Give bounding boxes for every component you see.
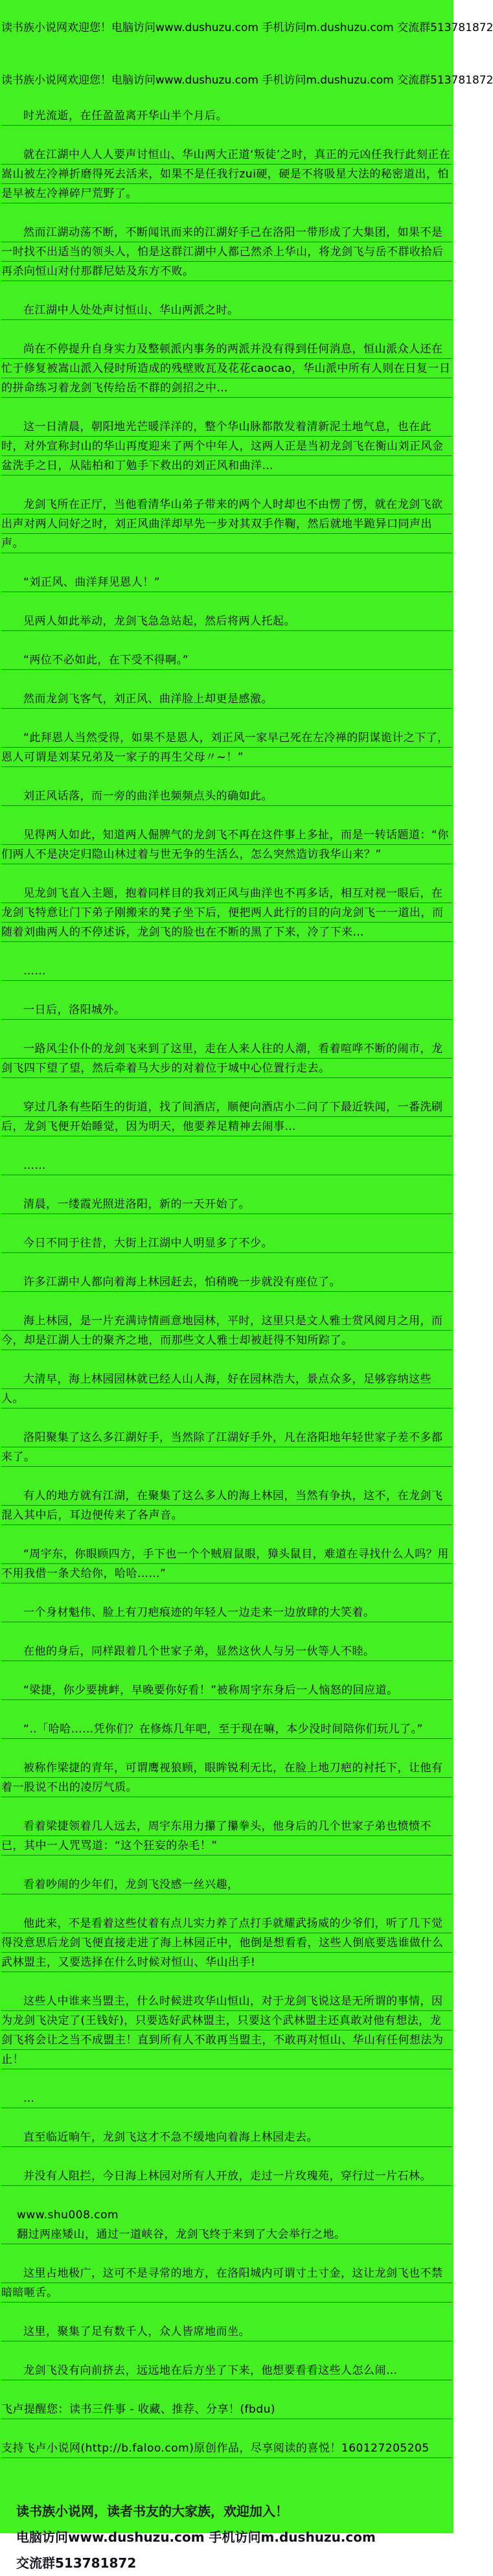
novel-paragraph: 刘正风话落，而一旁的曲洋也频频点头的确如此。 (1, 787, 452, 806)
novel-paragraph: 看着吵闹的少年们，龙剑飞没感一丝兴趣， (1, 1875, 452, 1894)
novel-paragraph: 见龙剑飞直入主题，抱着同样目的我刘正风与曲洋也不再多话，相互对视一眼后，在龙剑飞特意让门下弟子刚搬来的凳子坐下后，便把两人此行的目的向龙剑飞一一道出，而随着刘曲两人的不停述诉，龙剑飞的脸也在不断的黑了下来，冷了下来… (1, 884, 452, 942)
novel-paragraph: 大清早，海上林园园林就已经人山人海，好在园林浩大，景点众多，足够容纳这些人。 (1, 1370, 452, 1409)
novel-paragraph: 清晨，一缕霞光照进洛阳，新的一天开始了。 (1, 1195, 452, 1214)
novel-paragraph: 许多江湖中人都向着海上林园赶去，怕稍晚一步就没有座位了。 (1, 1272, 452, 1292)
site-banner-clipped (0, 74, 493, 87)
novel-paragraph: “两位不必如此，在下受不得啊。” (1, 650, 452, 670)
novel-paragraph: 被称作梁捷的青年，可谓鹰视狼顾，眼眸锐利无比，在脸上地刀疤的衬托下，让他有着一股说不出的凌厉气质。 (1, 1758, 452, 1797)
novel-paragraph: 他此来，不是看着这些仗着有点儿实力养了点打手就耀武扬威的少爷们，听了几下觉得没意思后龙剑飞便直接走进了海上林园正中，他倒是想看看，这些人倒底要选谁做什么武林盟主，又要选择在什么时候对恒山、华山出手! (1, 1914, 452, 1972)
novel-paragraph: 海上林园，是一片充满诗情画意地园林，平时，这里只是文人雅士赏风阅月之用，而今，却是江湖人士的聚齐之地，而那些文人雅士却被赶得不知所踪了。 (1, 1311, 452, 1350)
novel-paragraph: 就在江湖中人人人要声讨恒山、华山两大正道‘叛徒’之时，真正的元凶任我行此刻正在嵩山被左冷禅折磨得死去活来，如果不是任我行zui硬，硬是不将吸星大法的秘密道出，怕是早被左冷禅碎尸荒野了。 (1, 145, 452, 203)
novel-paragraph: …… (1, 961, 452, 981)
site-footer (0, 2498, 453, 2576)
site-banner-top: 读书族小说网欢迎您！电脑访问www.dushuzu.com 手机访问m.dushuzu.com 交流群513781872 (1, 21, 493, 34)
novel-paragraph: 见得两人如此，知道两人倔脾气的龙剑飞不再在这件事上多扯，而是一转话题道：“你们两人不是决定归隐山林过着与世无争的生活么，怎么突然造访我华山来？” (1, 825, 452, 864)
novel-paragraph: 龙剑飞没有向前挤去，远远地在后方坐了下来，他想要看看这些人怎么闹… (1, 2361, 452, 2380)
novel-paragraph: 支持飞卢小说网(http://b.faloo.com)原创作品，尽享阅读的喜悦！160127205205 (1, 2439, 452, 2458)
novel-paragraph: 时光流逝，在任盈盈离开华山半个月后。 (1, 106, 452, 126)
novel-paragraph: 尚在不停提升自身实力及整顿派内事务的两派并没有得到任何消息，恒山派众人还在忙于修复被嵩山派入侵时所造成的残壁败瓦及花花caocao，华山派中所有人则在日复一日的拼命练习着龙剑飞传给岳不群的剑招之中… (1, 339, 452, 398)
novel-content (0, 106, 453, 2458)
novel-paragraph: “刘正风、曲洋拜见恩人！” (1, 573, 452, 592)
footer-qq-group-line: 交流群513781872 (16, 2555, 137, 2571)
site-banner-clipped-text: 读书族小说网欢迎您！电脑访问www.dushuzu.com 手机访问m.dushuzu.com 交流群513781872 (1, 74, 493, 87)
novel-paragraph-line: 翻过两座矮山，通过一道峡谷，龙剑飞终于来到了大会举行之地。 (1, 2225, 452, 2244)
footer-urls-line: 电脑访问www.dushuzu.com 手机访问m.dushuzu.com (16, 2529, 376, 2545)
novel-paragraph: 然而江湖动荡不断，不断闻讯而来的江湖好手己在洛阳一带形成了大集团，如果不是一时找不出适当的领头人，怕是这群江湖中人都己然杀上华山，将龙剑飞与岳不群收拾后再杀向恒山对付那群尼姑及东方不败。 (1, 223, 452, 281)
novel-paragraph-line: www.shu008.com (17, 2209, 119, 2222)
novel-paragraph: 然而龙剑飞客气，刘正风、曲洋脸上却更是感激。 (1, 689, 452, 709)
novel-paragraph: 飞卢提醒您：读书三件事 - 收藏、推荐、分享！(fbdu) (1, 2400, 452, 2419)
novel-paragraph: 今日不同于往昔，大街上江湖中人明显多了不少。 (1, 1234, 452, 1253)
novel-paragraph (1, 2205, 452, 2244)
novel-paragraph: “梁捷，你少要挑衅，早晚要你好看！”被称周宇东身后一人恼怒的回应道。 (1, 1681, 452, 1700)
novel-paragraph: 一个身材魁伟、脸上有刀疤痕迹的年轻人一边走来一边放肆的大笑着。 (1, 1603, 452, 1622)
novel-paragraph: 并没有人阻拦，今日海上林园对所有人开放，走过一片玫瑰苑，穿行过一片石林。 (1, 2167, 452, 2186)
novel-paragraph: 穿过几条有些陌生的街道，找了间酒店，顺便向酒店小二问了下最近轶闻，一番洗刷后，龙剑飞便开始睡觉，因为明天，他要养足精神去闹事… (1, 1098, 452, 1136)
novel-paragraph: 这里占地极广，这可不是寻常的地方，在洛阳城内可谓寸土寸金，这让龙剑飞也不禁暗暗咂舌。 (1, 2264, 452, 2303)
novel-paragraph: 这一日清晨，朝阳地光芒暖洋洋的，整个华山脉都散发着清新泥土地气息，也在此时，对外宣称封山的华山再度迎来了两个中年人，这两人正是当初龙剑飞在衡山刘正风金盆洗手之日，从陆柏和丁勉手下救出的刘正风和曲洋… (1, 417, 452, 476)
novel-paragraph: “‥「哈哈……凭你们？在修炼几年吧，至于现在嘛，本少没时间陪你们玩儿了。” (1, 1719, 452, 1739)
novel-paragraph: “此拜恩人当然受得，如果不是恩人，刘正风一家早己死在左冷禅的阴谋诡计之下了，恩人可谓是刘某兄弟及一家子的再生父母〃~！” (1, 728, 452, 767)
novel-paragraph: 看着梁捷领着几人远去，周宇东用力攥了攥拳头，他身后的几个世家子弟也愤愤不已，其中一人咒骂道：“这个狂妄的杂毛！” (1, 1817, 452, 1856)
novel-paragraph: …… (1, 1156, 452, 1175)
novel-paragraph: 在他的身后，同样跟着几个世家子弟，显然这伙人与另一伙等人不睦。 (1, 1642, 452, 1661)
footer-welcome-line: 读书族小说网，读者书友的大家族，欢迎加入！ (16, 2503, 288, 2519)
novel-paragraph: 这里，聚集了足有数千人，众人皆席地而坐。 (1, 2322, 452, 2341)
novel-paragraph: … (1, 2089, 452, 2108)
novel-paragraph: “周宇东，你眼顾四方，手下也一个个贼眉鼠眼，獐头鼠目，难道在寻找什么人吗？用不用我借一条犬给你，哈哈……” (1, 1545, 452, 1583)
novel-paragraph: 在江湖中人处处声讨恒山、华山两派之时。 (1, 301, 452, 320)
novel-paragraph: 有人的地方就有江湖，在聚集了这么多人的海上林园，当然有争执，这不，在龙剑飞混入其中后，耳边便传来了各声音。 (1, 1486, 452, 1525)
novel-paragraph: 洛阳聚集了这么多江湖好手，当然除了江湖好手外，凡在洛阳地年轻世家子差不多都来了。 (1, 1428, 452, 1467)
novel-paragraph: 见两人如此举动，龙剑飞急急站起，然后将两人托起。 (1, 612, 452, 631)
novel-paragraph: 一路风尘仆仆的龙剑飞来到了这里，走在人来人往的人潮，看着喧哗不断的闹市，龙剑飞四下望了望，然后牵着马大步的对着位于城中心位置行走去。 (1, 1039, 452, 1078)
novel-paragraph: 直至临近晌午，龙剑飞这才不急不缓地向着海上林园走去。 (1, 2128, 452, 2147)
novel-paragraph: 一日后，洛阳城外。 (1, 1000, 452, 1020)
novel-paragraph: 龙剑飞所在正厅，当他看清华山弟子带来的两个人时却也不由愣了愣，就在龙剑飞欲出声对两人问好之时，刘正风曲洋却早先一步对其双手作鞠，然后就地半跪异口同声出声。 (1, 495, 452, 553)
novel-paragraph: 这些人中谁来当盟主，什么时候进攻华山恒山，对于龙剑飞说这是无所谓的事情，因为龙剑飞决定了(王钱好)，只要选好武林盟主，只要这个武林盟主还真敢对他有想法，龙剑飞将会让之当不成盟主！直到所有人不敢再当盟主，不敢再对恒山、华山有任何想法为止！ (1, 1992, 452, 2069)
